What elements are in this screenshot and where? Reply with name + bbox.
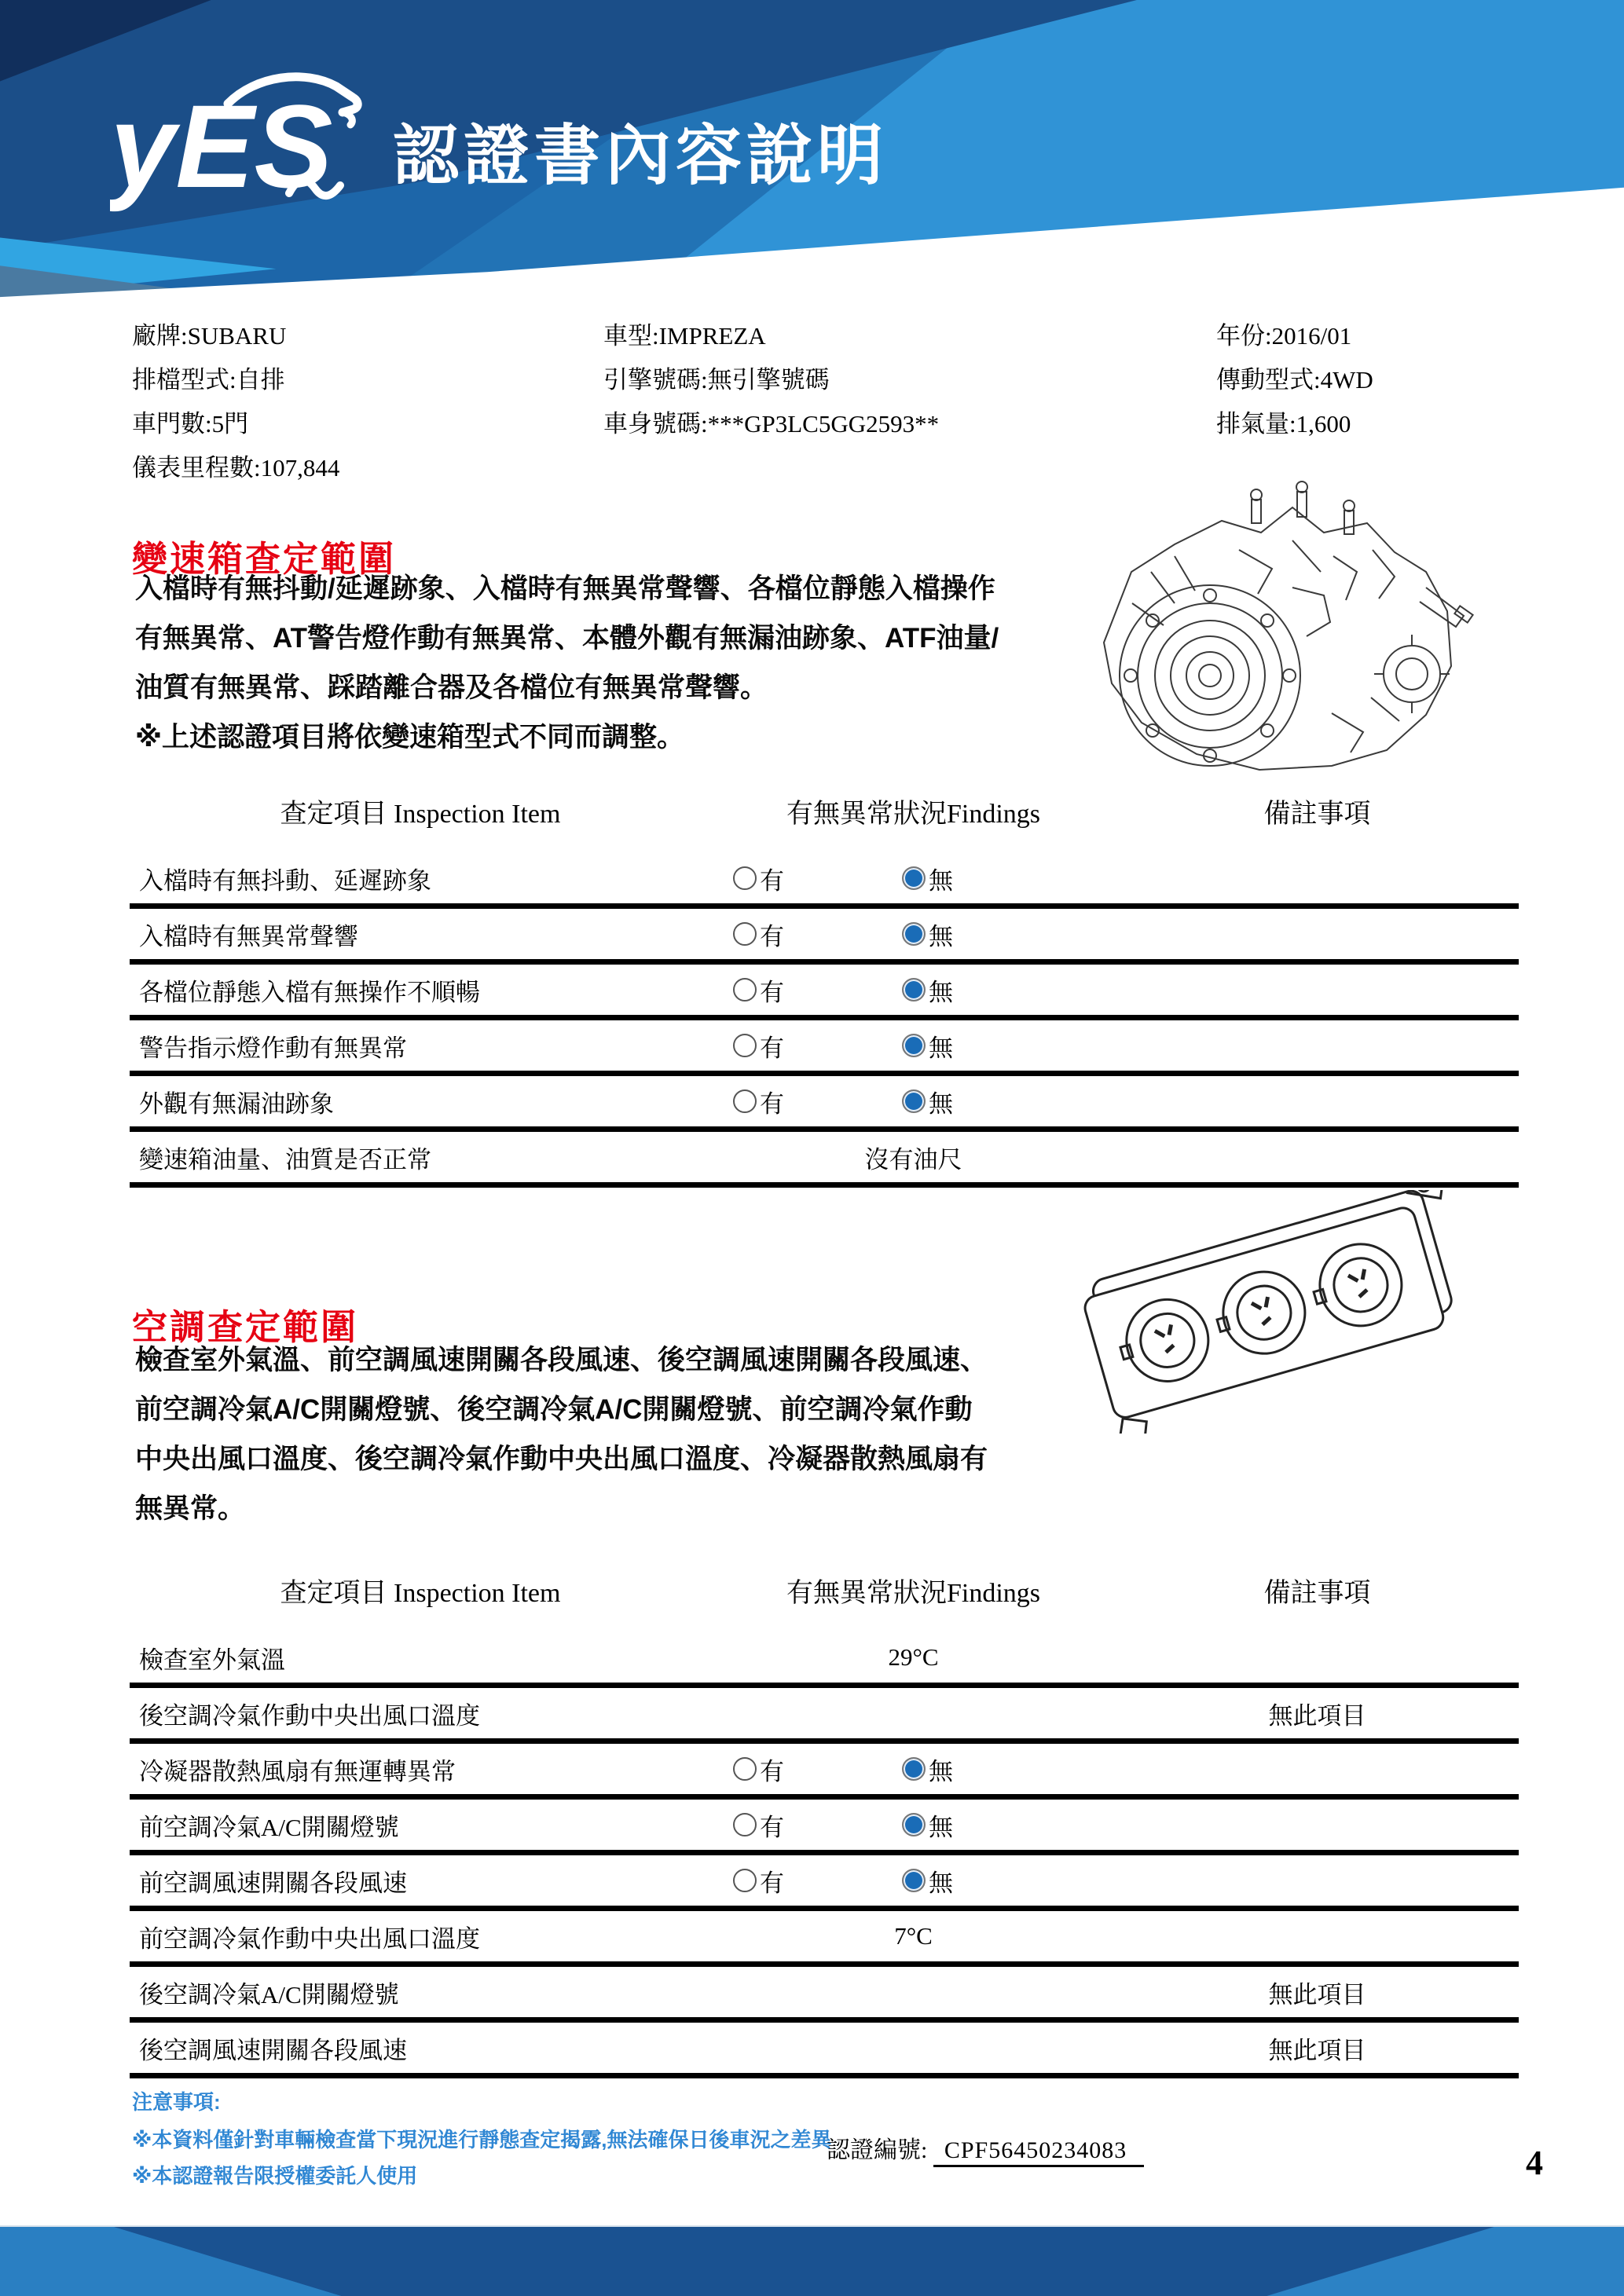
- radio-option-yes[interactable]: [733, 1807, 784, 1843]
- inspection-item-label: 前空調冷氣作動中央出風口溫度: [139, 1924, 480, 1953]
- radio-option-no[interactable]: [902, 972, 953, 1008]
- info-doors: 車門數:5門: [132, 410, 249, 438]
- radio-option-no[interactable]: [902, 1084, 953, 1119]
- table-row: [130, 1076, 1519, 1132]
- findings-cell: [711, 972, 1116, 1008]
- body-line: 油質有無異常、踩踏離合器及各檔位有無異常聲響。: [135, 672, 768, 703]
- inspection-item-label: 後空調風速開關各段風速: [139, 2036, 407, 2064]
- logo-text: yES: [110, 80, 333, 212]
- note-line: ※本資料僅針對車輛檢查當下現況進行靜態查定揭露,無法確保日後車況之差異: [132, 2128, 832, 2151]
- radio-unselected-icon[interactable]: [733, 978, 757, 1002]
- findings-cell: [711, 1028, 1116, 1064]
- radio-unselected-icon[interactable]: [733, 1757, 757, 1781]
- aircon-section-body: [135, 1335, 1157, 1533]
- radio-option-yes[interactable]: [733, 1863, 784, 1899]
- table-row: [130, 2023, 1519, 2078]
- body-line: 前空調冷氣A/C開關燈號、後空調冷氣A/C開關燈號、前空調冷氣作動: [135, 1394, 973, 1425]
- radio-unselected-icon[interactable]: [733, 1089, 757, 1113]
- aircon-section-title: 空調查定範圍: [132, 1307, 359, 1348]
- info-displacement: 排氣量:1,600: [1216, 410, 1351, 438]
- transmission-table-body: [130, 853, 1519, 1188]
- table-row: [130, 1967, 1519, 2023]
- transmission-illustration: [1057, 478, 1485, 784]
- info-gearbox-type: 排檔型式:自排: [132, 366, 285, 394]
- findings-cell: [711, 1922, 1116, 1950]
- radio-option-label: 有: [760, 978, 784, 1006]
- radio-unselected-icon[interactable]: [733, 1034, 757, 1057]
- radio-unselected-icon[interactable]: [733, 922, 757, 946]
- note-line: ※本認證報告限授權委託人使用: [132, 2164, 418, 2188]
- finding-value: 沒有油尺: [864, 1145, 962, 1174]
- table-row: [130, 1132, 1519, 1188]
- header-banner: [0, 0, 1624, 313]
- table-row: [130, 1020, 1519, 1076]
- info-model: 車型:IMPREZA: [603, 322, 766, 350]
- radio-option-label: 無: [929, 1813, 953, 1841]
- radio-option-label: 有: [760, 1813, 784, 1841]
- info-drivetrain: 傳動型式:4WD: [1216, 366, 1373, 394]
- col-header-findings: 有無異常狀況Findings: [786, 1578, 1041, 1608]
- findings-cell: [711, 917, 1116, 952]
- table-row: [130, 1632, 1519, 1688]
- radio-option-label: 有: [760, 1034, 784, 1062]
- remark-cell: 無此項目: [1268, 1980, 1366, 2009]
- table-row: [130, 965, 1519, 1020]
- radio-option-yes[interactable]: [733, 861, 784, 896]
- radio-option-no[interactable]: [902, 1807, 953, 1843]
- radio-option-no[interactable]: [902, 1863, 953, 1899]
- radio-option-no[interactable]: [902, 1752, 953, 1787]
- inspection-item-label: 各檔位靜態入檔有無操作不順暢: [139, 978, 480, 1006]
- page-title: 認證書內容說明: [393, 119, 889, 193]
- inspection-item-label: 入檔時有無抖動、延遲跡象: [139, 866, 431, 895]
- body-line: 檢查室外氣溫、前空調風速開關各段風速、後空調風速開關各段風速、: [135, 1345, 988, 1375]
- body-line: 中央出風口溫度、後空調冷氣作動中央出風口溫度、冷凝器散熱風扇有: [135, 1444, 988, 1474]
- radio-option-label: 有: [760, 922, 784, 950]
- radio-selected-icon[interactable]: [902, 866, 926, 890]
- table-row: [130, 853, 1519, 909]
- col-header-inspection-item: 查定項目 Inspection Item: [280, 799, 561, 829]
- inspection-item-label: 後空調冷氣A/C開關燈號: [139, 1980, 399, 2009]
- radio-option-label: 無: [929, 1034, 953, 1062]
- radio-option-label: 有: [760, 1757, 784, 1785]
- info-brand: 廠牌:SUBARU: [132, 322, 287, 350]
- radio-option-yes[interactable]: [733, 972, 784, 1008]
- ac-control-illustration: [1045, 1190, 1485, 1434]
- vehicle-info-column: [603, 314, 1216, 490]
- radio-option-label: 有: [760, 866, 784, 895]
- inspection-item-label: 檢查室外氣溫: [139, 1646, 285, 1674]
- certificate-number-row: [827, 2130, 1144, 2165]
- certificate-number-label: 認證編號:: [827, 2137, 928, 2163]
- radio-selected-icon[interactable]: [902, 1813, 926, 1836]
- aircon-table-body: [130, 1632, 1519, 2078]
- radio-option-label: 有: [760, 1869, 784, 1897]
- vehicle-info-column: [1216, 314, 1562, 490]
- inspection-item-label: 變速箱油量、油質是否正常: [139, 1145, 431, 1174]
- col-header-remarks: 備註事項: [1263, 1578, 1371, 1608]
- radio-option-yes[interactable]: [733, 1752, 784, 1787]
- radio-selected-icon[interactable]: [902, 922, 926, 946]
- inspection-item-label: 外觀有無漏油跡象: [139, 1089, 334, 1118]
- info-vin: 車身號碼:***GP3LC5GG2593**: [603, 410, 940, 438]
- body-line: 無異常。: [135, 1493, 246, 1524]
- radio-unselected-icon[interactable]: [733, 866, 757, 890]
- table-row: [130, 1744, 1519, 1800]
- finding-value: 7°C: [894, 1922, 933, 1950]
- radio-option-label: 無: [929, 1757, 953, 1785]
- findings-cell: [711, 1807, 1116, 1843]
- table-row: [130, 1911, 1519, 1967]
- table-row: [130, 909, 1519, 965]
- radio-selected-icon[interactable]: [902, 978, 926, 1002]
- findings-cell: [711, 1643, 1116, 1672]
- footer-notes: [132, 2086, 832, 2194]
- transmission-table: [130, 782, 1519, 1188]
- radio-unselected-icon[interactable]: [733, 1813, 757, 1836]
- radio-option-label: 無: [929, 922, 953, 950]
- table-row: [130, 1688, 1519, 1744]
- col-header-findings: 有無異常狀況Findings: [786, 799, 1041, 829]
- radio-selected-icon[interactable]: [902, 1869, 926, 1892]
- footer-band: [0, 2225, 1624, 2296]
- findings-cell: [711, 1140, 1116, 1175]
- transmission-section-body: [135, 564, 1157, 762]
- info-year: 年份:2016/01: [1216, 322, 1352, 350]
- yes-car-logo-icon: [110, 55, 385, 224]
- inspection-item-label: 入檔時有無異常聲響: [139, 922, 358, 950]
- findings-cell: [711, 1752, 1116, 1787]
- findings-cell: [711, 861, 1116, 896]
- radio-option-label: 無: [929, 866, 953, 895]
- radio-unselected-icon[interactable]: [733, 1869, 757, 1892]
- transmission-section-title: 變速箱查定範圍: [132, 539, 397, 580]
- body-line: 有無異常、AT警告燈作動有無異常、本體外觀有無漏油跡象、ATF油量/: [135, 623, 999, 654]
- page-number: 4: [1526, 2144, 1543, 2182]
- radio-option-no[interactable]: [902, 1028, 953, 1064]
- col-header-inspection-item: 查定項目 Inspection Item: [280, 1578, 561, 1608]
- radio-option-no[interactable]: [902, 917, 953, 952]
- info-engine-no: 引擎號碼:無引擎號碼: [603, 366, 830, 394]
- radio-selected-icon[interactable]: [902, 1089, 926, 1113]
- radio-selected-icon[interactable]: [902, 1034, 926, 1057]
- radio-option-label: 有: [760, 1089, 784, 1118]
- finding-value: 29°C: [888, 1643, 939, 1671]
- radio-option-yes[interactable]: [733, 917, 784, 952]
- info-odometer: 儀表里程數:107,844: [132, 454, 340, 482]
- findings-cell: [711, 1084, 1116, 1119]
- inspection-item-label: 前空調風速開關各段風速: [139, 1869, 407, 1897]
- radio-selected-icon[interactable]: [902, 1757, 926, 1781]
- inspection-item-label: 冷凝器散熱風扇有無運轉異常: [139, 1757, 456, 1785]
- certificate-number-value: CPF56450234083: [933, 2137, 1144, 2167]
- radio-option-label: 無: [929, 1869, 953, 1897]
- notes-title: 注意事項:: [132, 2090, 221, 2114]
- aircon-table: [130, 1562, 1519, 2078]
- findings-cell: [711, 1863, 1116, 1899]
- remark-cell: 無此項目: [1268, 2036, 1366, 2064]
- table-header-row: [130, 782, 1519, 839]
- body-line: ※上述認證項目將依變速箱型式不同而調整。: [135, 722, 685, 753]
- body-line: 入檔時有無抖動/延遲跡象、入檔時有無異常聲響、各檔位靜態入檔操作: [135, 573, 995, 604]
- inspection-item-label: 後空調冷氣作動中央出風口溫度: [139, 1701, 480, 1730]
- radio-option-label: 無: [929, 978, 953, 1006]
- vehicle-info: [132, 314, 1562, 490]
- radio-option-label: 無: [929, 1089, 953, 1118]
- table-row: [130, 1855, 1519, 1911]
- radio-option-yes[interactable]: [733, 1084, 784, 1119]
- vehicle-info-column: [132, 314, 603, 490]
- table-row: [130, 1800, 1519, 1855]
- col-header-remarks: 備註事項: [1263, 799, 1371, 829]
- radio-option-no[interactable]: [902, 861, 953, 896]
- inspection-item-label: 警告指示燈作動有無異常: [139, 1034, 407, 1062]
- table-header-row: [130, 1562, 1519, 1618]
- inspection-item-label: 前空調冷氣A/C開關燈號: [139, 1813, 399, 1841]
- remark-cell: 無此項目: [1268, 1701, 1366, 1730]
- radio-option-yes[interactable]: [733, 1028, 784, 1064]
